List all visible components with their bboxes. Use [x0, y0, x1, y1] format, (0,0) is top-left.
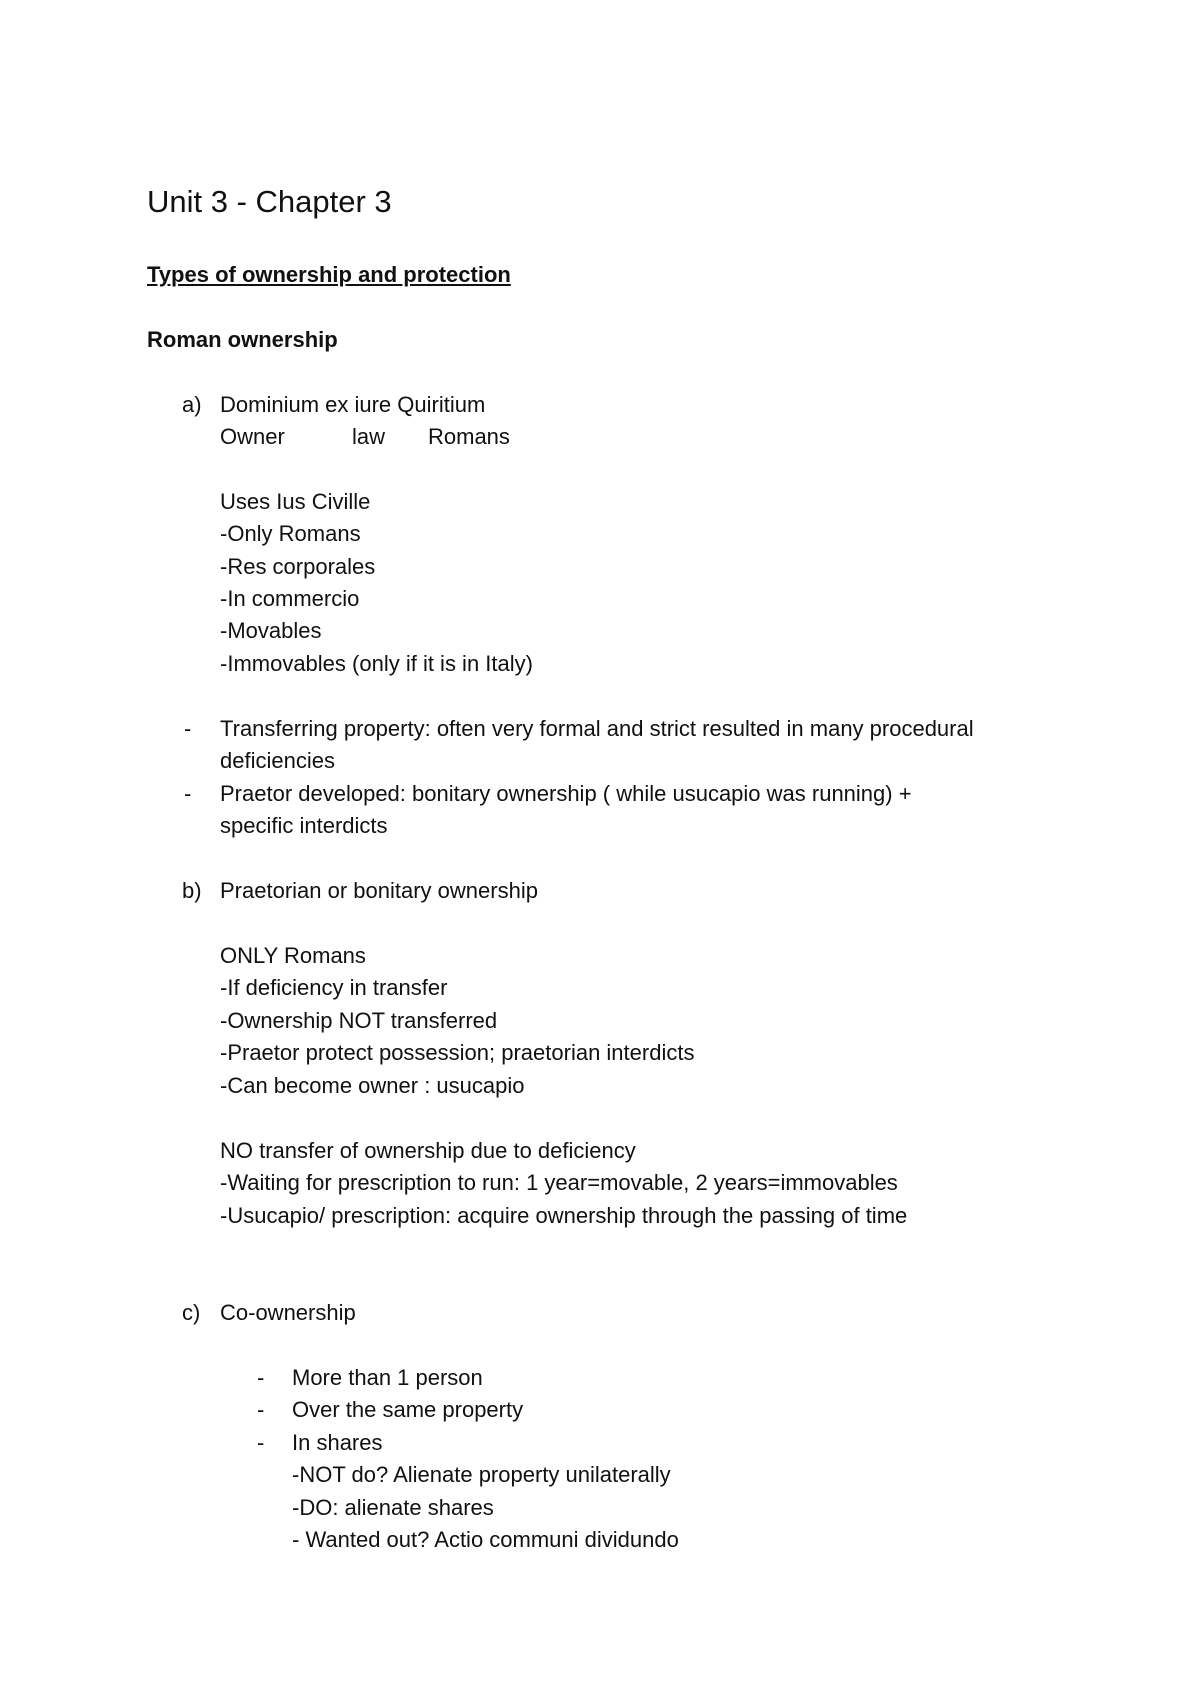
group-label: ONLY Romans — [220, 943, 366, 968]
bullet-line: In shares — [292, 1430, 383, 1455]
bullet-marker: - — [184, 781, 192, 806]
bullet-marker: - — [257, 1365, 265, 1390]
bullet-line: Over the same property — [292, 1397, 524, 1422]
feature-line: -Movables — [220, 618, 322, 643]
feature-line: -Usucapio/ prescription: acquire ownership through the passing of time — [220, 1203, 908, 1228]
item-c-text: Co-ownership — [220, 1300, 356, 1325]
feature-line: -Immovables (only if it is in Italy) — [220, 651, 533, 676]
uses-label: Uses Ius Civille — [220, 489, 371, 514]
gloss-word: Owner — [220, 424, 285, 449]
note-line: Praetor developed: bonitary ownership ( while usucapio was running) + — [220, 781, 912, 806]
feature-line: -Only Romans — [220, 521, 361, 546]
group-label: NO transfer of ownership due to deficiency — [220, 1138, 636, 1163]
sub-line: -DO: alienate shares — [292, 1495, 494, 1520]
feature-line: -Can become owner : usucapio — [220, 1073, 525, 1098]
bullet-line: More than 1 person — [292, 1365, 483, 1390]
feature-line: -If deficiency in transfer — [220, 975, 448, 1000]
item-b-text: Praetorian or bonitary ownership — [220, 878, 538, 903]
list-marker-b: b) — [182, 878, 202, 903]
feature-line: -Praetor protect possession; praetorian interdicts — [220, 1040, 695, 1065]
feature-line: -In commercio — [220, 586, 360, 611]
note-line: deficiencies — [220, 748, 335, 773]
note-line: specific interdicts — [220, 813, 388, 838]
sub-line: - Wanted out? Actio communi dividundo — [292, 1527, 679, 1552]
section-heading: Roman ownership — [147, 327, 338, 352]
feature-line: -Res corporales — [220, 554, 376, 579]
sub-line: -NOT do? Alienate property unilaterally — [292, 1462, 671, 1487]
list-marker-a: a) — [182, 392, 202, 417]
bullet-marker: - — [184, 716, 192, 741]
item-a-text: Dominium ex iure Quiritium — [220, 392, 486, 417]
feature-line: -Waiting for prescription to run: 1 year=movable, 2 years=immovables — [220, 1170, 898, 1195]
bullet-marker: - — [257, 1397, 265, 1422]
gloss-word: law — [352, 424, 386, 449]
bullet-marker: - — [257, 1430, 265, 1455]
note-line: Transferring property: often very formal and strict resulted in many procedural — [220, 716, 974, 741]
page-title: Unit 3 - Chapter 3 — [147, 184, 392, 219]
section-subtitle: Types of ownership and protection — [147, 262, 511, 287]
gloss-word: Romans — [428, 424, 510, 449]
feature-line: -Ownership NOT transferred — [220, 1008, 498, 1033]
list-marker-c: c) — [182, 1300, 201, 1325]
